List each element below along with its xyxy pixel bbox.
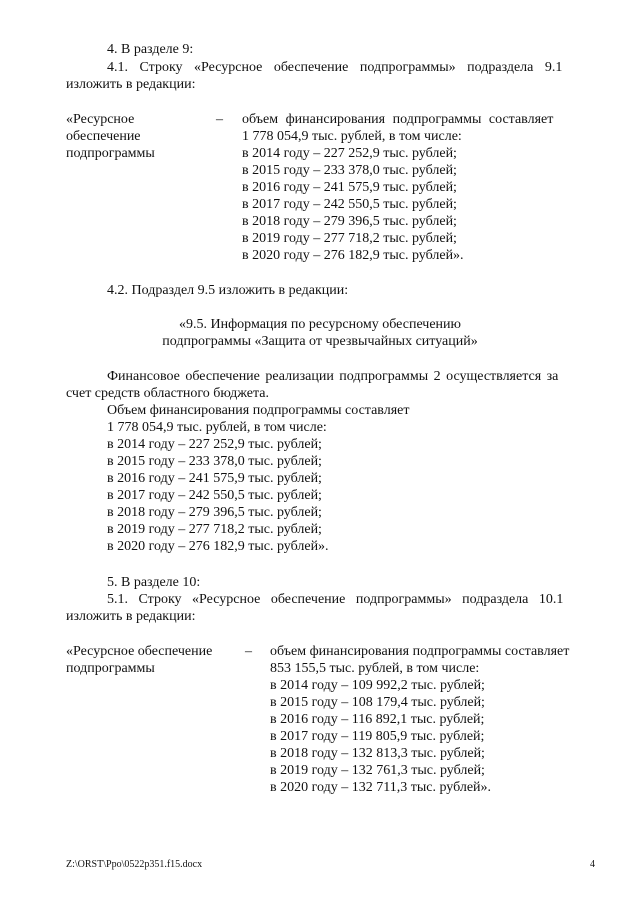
volume-line-1: Объем финансирования подпрограммы составляет — [107, 403, 410, 418]
table-4-line-2: 1 778 054,9 тыс. рублей, в том числе: — [242, 129, 462, 144]
section-5-1-line2: изложить в редакции: — [66, 609, 196, 624]
table-4-line-8: в 2019 году – 277 718,2 тыс. рублей; — [242, 231, 457, 246]
volume-line-5: в 2016 году – 241 575,9 тыс. рублей; — [107, 471, 322, 486]
table-5-dash: – — [245, 644, 252, 659]
section-5-1-line1: 5.1. Строку «Ресурсное обеспечение подпрограммы» подраздела 10.1 — [107, 592, 564, 607]
subsection-title-line2: подпрограммы «Защита от чрезвычайных ситуаций» — [162, 334, 478, 349]
table-4-line-1: объем финансирования подпрограммы составляет — [242, 112, 554, 127]
table-5-line-5: в 2016 году – 116 892,1 тыс. рублей; — [270, 712, 485, 727]
volume-line-2: 1 778 054,9 тыс. рублей, в том числе: — [107, 420, 327, 435]
volume-line-3: в 2014 году – 227 252,9 тыс. рублей; — [107, 437, 322, 452]
section-4-2: 4.2. Подраздел 9.5 изложить в редакции: — [107, 283, 349, 298]
table-5-label-2: подпрограммы — [66, 661, 155, 676]
table-4-line-7: в 2018 году – 279 396,5 тыс. рублей; — [242, 214, 457, 229]
table-5-line-6: в 2017 году – 119 805,9 тыс. рублей; — [270, 729, 485, 744]
volume-line-8: в 2019 году – 277 718,2 тыс. рублей; — [107, 522, 322, 537]
table-5-line-4: в 2015 году – 108 179,4 тыс. рублей; — [270, 695, 485, 710]
table-5-line-2: 853 155,5 тыс. рублей, в том числе: — [270, 661, 480, 676]
table-4-label-2: обеспечение — [66, 129, 141, 144]
footer-page-number: 4 — [590, 859, 595, 870]
footer-file-path: Z:\ORST\Ppo\0522p351.f15.docx — [66, 859, 203, 870]
table-4-line-3: в 2014 году – 227 252,9 тыс. рублей; — [242, 146, 457, 161]
table-5-line-7: в 2018 году – 132 813,3 тыс. рублей; — [270, 746, 485, 761]
section-4-1-line1-text: 4.1. Строку «Ресурсное обеспечение подпрограммы» подраздела 9.1 — [107, 60, 563, 75]
section-4-1-line2: изложить в редакции: — [66, 77, 196, 92]
volume-line-9: в 2020 году – 276 182,9 тыс. рублей». — [107, 539, 329, 554]
section-4-1-line1 — [107, 59, 596, 76]
table-4-line-6: в 2017 году – 242 550,5 тыс. рублей; — [242, 197, 457, 212]
table-5-line-9: в 2020 году – 132 711,3 тыс. рублей». — [270, 780, 492, 795]
table-4-line-4: в 2015 году – 233 378,0 тыс. рублей; — [242, 163, 457, 178]
paragraph-line1: Финансовое обеспечение реализации подпрограммы 2 осуществляется за — [107, 369, 559, 384]
table-4-label-1: «Ресурсное — [66, 112, 135, 127]
volume-line-4: в 2015 году – 233 378,0 тыс. рублей; — [107, 454, 322, 469]
table-5-line-1: объем финансирования подпрограммы составляет — [270, 644, 570, 659]
paragraph-line2: счет средств областного бюджета. — [66, 386, 270, 401]
table-4-line-9: в 2020 году – 276 182,9 тыс. рублей». — [242, 248, 464, 263]
subsection-title-line1: «9.5. Информация по ресурсному обеспечению — [178, 317, 462, 332]
section-5-heading: 5. В разделе 10: — [107, 575, 201, 590]
table-5-line-8: в 2019 году – 132 761,3 тыс. рублей; — [270, 763, 485, 778]
volume-line-6: в 2017 году – 242 550,5 тыс. рублей; — [107, 488, 322, 503]
volume-line-7: в 2018 году – 279 396,5 тыс. рублей; — [107, 505, 322, 520]
section-4-heading: 4. В разделе 9: — [107, 42, 194, 57]
table-5-line-3: в 2014 году – 109 992,2 тыс. рублей; — [270, 678, 485, 693]
table-4-dash: – — [216, 112, 223, 127]
table-4-line-5: в 2016 году – 241 575,9 тыс. рублей; — [242, 180, 457, 195]
table-4-label-3: подпрограммы — [66, 146, 155, 161]
table-5-label-1: «Ресурсное обеспечение — [66, 644, 213, 659]
